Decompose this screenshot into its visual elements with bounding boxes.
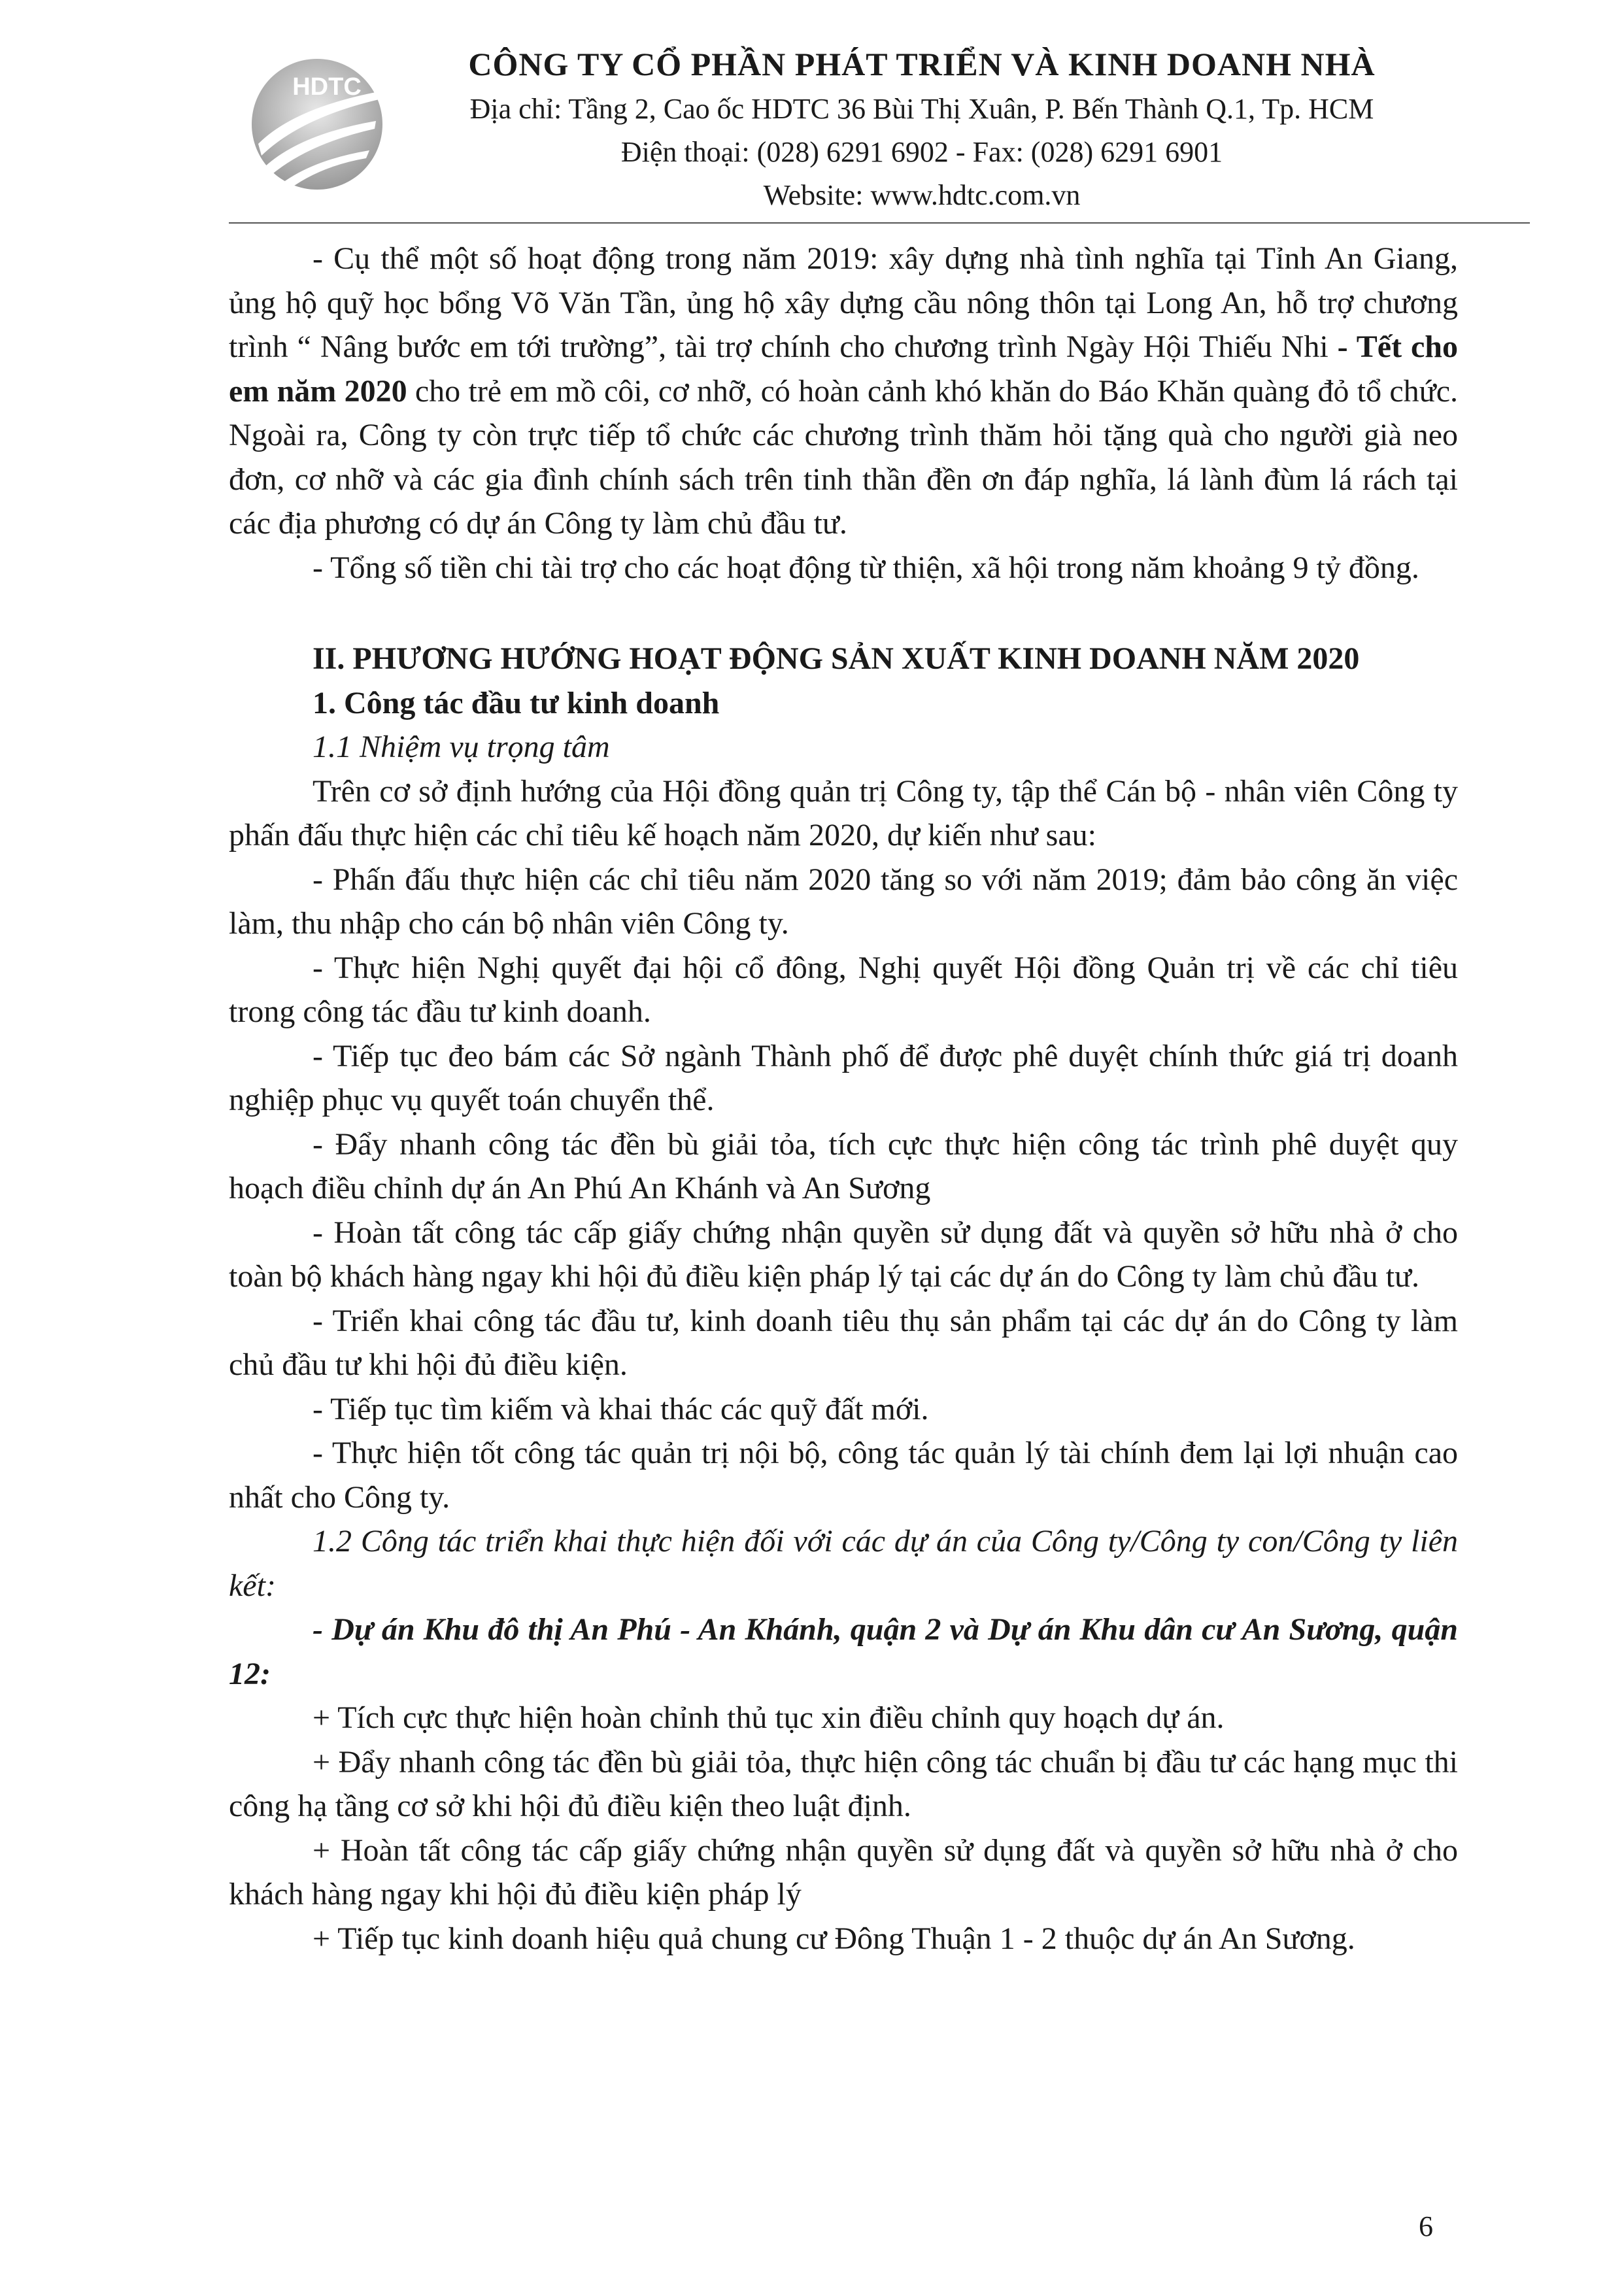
subsection-project-implementation: 1.2 Công tác triển khai thực hiện đối với các dự án của Công ty/Công ty con/Công ty liên kết: bbox=[229, 1524, 1458, 1603]
task-item: - Hoàn tất công tác cấp giấy chứng nhận quyền sử dụng đất và quyền sở hữu nhà ở cho toàn bộ khách hàng ngay khi hội đủ điều kiện pháp lý tại các dự án do Công ty làm chủ đầu tư. bbox=[229, 1215, 1458, 1294]
letterhead bbox=[0, 0, 1624, 222]
subsection-key-tasks: 1.1 Nhiệm vụ trọng tâm bbox=[313, 730, 610, 764]
logo-text: HDTC bbox=[292, 73, 362, 101]
task-item: - Phấn đấu thực hiện các chỉ tiêu năm 2020 tăng so với năm 2019; đảm bảo công ăn việc làm, thu nhập cho cán bộ nhân viên Công ty. bbox=[229, 862, 1458, 941]
paragraph-activities bbox=[229, 237, 1458, 546]
task-item: - Tiếp tục đeo bám các Sở ngành Thành phố để được phê duyệt chính thức giá trị doanh nghiệp phục vụ quyết toán chuyển thể. bbox=[229, 1038, 1458, 1117]
company-address: Địa chỉ: Tầng 2, Cao ốc HDTC 36 Bùi Thị Xuân, P. Bến Thành Q.1, Tp. HCM bbox=[469, 93, 1374, 125]
company-phone-fax: Điện thoại: (028) 6291 6902 - Fax: (028) 6291 6901 bbox=[620, 136, 1223, 168]
task-item: - Thực hiện tốt công tác quản trị nội bộ, công tác quản lý tài chính đem lại lợi nhuận cao nhất cho Công ty. bbox=[229, 1436, 1458, 1515]
activities-text-end: cho trẻ em mồ côi, cơ nhỡ, có hoàn cảnh khó khăn do Báo Khăn quàng đỏ tổ chức. Ngoài ra, Công ty còn trực tiếp tổ chức các chương trình thăm hỏi tặng quà cho người già neo đơn, cơ nhỡ và các gia đình chính sách trên tinh thần đền ơn đáp nghĩa, lá lành đùm lá rách tại các địa phương có dự án Công ty làm chủ đầu tư. bbox=[229, 373, 1458, 541]
paragraph-total-sponsorship: - Tổng số tiền chi tài trợ cho các hoạt động từ thiện, xã hội trong năm khoảng 9 tỷ đồng. bbox=[313, 550, 1419, 585]
task-item: - Tiếp tục tìm kiếm và khai thác các quỹ đất mới. bbox=[313, 1391, 929, 1426]
task-item: - Triển khai công tác đầu tư, kinh doanh tiêu thụ sản phẩm tại các dự án do Công ty làm chủ đầu tư khi hội đủ điều kiện. bbox=[229, 1303, 1458, 1382]
header-divider bbox=[229, 222, 1530, 224]
task-item: - Thực hiện Nghị quyết đại hội cổ đông, Nghị quyết Hội đồng Quản trị về các chỉ tiêu trong công tác đầu tư kinh doanh. bbox=[229, 950, 1458, 1029]
document-body bbox=[229, 237, 1458, 1961]
task-item: - Đẩy nhanh công tác đền bù giải tỏa, tích cực thực hiện công tác trình phê duyệt quy hoạch điều chỉnh dự án An Phú An Khánh và An Sương bbox=[229, 1126, 1458, 1206]
activities-bold-text: - Tết cho em năm 2020 bbox=[229, 329, 1459, 409]
project-item: + Đẩy nhanh công tác đền bù giải tỏa, thực hiện công tác chuẩn bị đầu tư các hạng mục thi công hạ tầng cơ sở khi hội đủ điều kiện theo luật định. bbox=[229, 1744, 1458, 1823]
company-website: Website: www.hdtc.com.vn bbox=[763, 179, 1081, 211]
project-item: + Tích cực thực hiện hoàn chỉnh thủ tục xin điều chỉnh quy hoạch dự án. bbox=[313, 1700, 1225, 1735]
company-info bbox=[392, 41, 1451, 217]
project-heading: - Dự án Khu đô thị An Phú - An Khánh, quận 2 và Dự án Khu dân cư An Sương, quận 12: bbox=[229, 1612, 1458, 1691]
project-item: + Hoàn tất công tác cấp giấy chứng nhận quyền sử dụng đất và quyền sở hữu nhà ở cho khách hàng ngay khi hội đủ điều kiện pháp lý bbox=[229, 1832, 1458, 1912]
page-number: 6 bbox=[1419, 2210, 1433, 2242]
hdtc-logo bbox=[248, 46, 386, 203]
paragraph-intro: Trên cơ sở định hướng của Hội đồng quản trị Công ty, tập thể Cán bộ - nhân viên Công ty phấn đấu thực hiện các chỉ tiêu kế hoạch năm 2020, dự kiến như sau: bbox=[229, 773, 1458, 852]
subsection-investment: 1. Công tác đầu tư kinh doanh bbox=[313, 685, 720, 720]
activities-text: - Cụ thể một số hoạt động trong năm 2019: xây dựng nhà tình nghĩa tại Tỉnh An Giang, ủng hộ quỹ học bổng Võ Văn Tần, ủng hộ xây dựng cầu nông thôn tại Long An, hỗ trợ chương trình “ Nâng bước em tới trường”, tài trợ chính cho chương trình Ngày Hội Thiếu Nhi bbox=[229, 241, 1458, 364]
section-title: II. PHƯƠNG HƯỚNG HOẠT ĐỘNG SẢN XUẤT KINH DOANH NĂM 2020 bbox=[313, 641, 1360, 676]
project-item: + Tiếp tục kinh doanh hiệu quả chung cư Đông Thuận 1 - 2 thuộc dự án An Sương. bbox=[313, 1921, 1355, 1956]
company-name: CÔNG TY CỔ PHẦN PHÁT TRIỂN VÀ KINH DOANH NHÀ bbox=[468, 46, 1376, 82]
